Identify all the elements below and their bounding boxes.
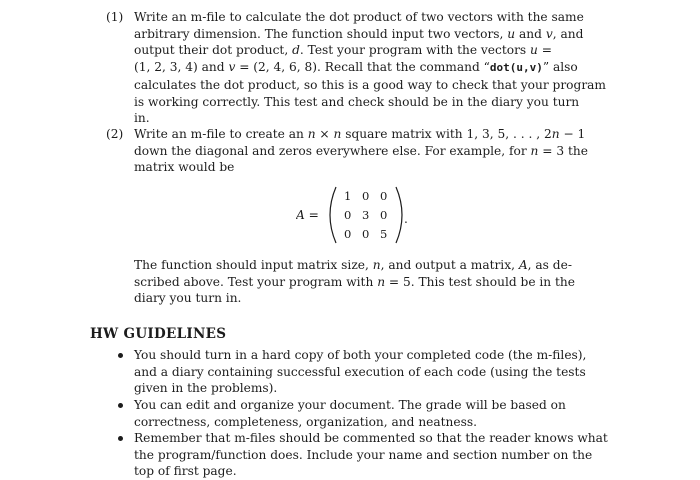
problem-2-line: down the diagonal and zeros everywhere else. For example, for n = 3 the: [134, 143, 588, 158]
problem-1-line: Write an m-file to calculate the dot product of two vectors with the same: [134, 10, 584, 24]
left-paren: [330, 187, 336, 243]
guideline-line: You can edit and organize your document. The grade will be based on: [134, 398, 566, 412]
guideline-line: top of first page.: [134, 464, 237, 479]
matrix-cell: 0: [344, 227, 352, 241]
guideline-line: correctness, completeness, organization, and neatness.: [134, 414, 477, 429]
problem-2-after-line: The function should input matrix size, n, and output a matrix, A, as de-: [134, 258, 572, 272]
matrix-cell: 0: [362, 227, 370, 241]
problem-1: [106, 9, 606, 127]
guidelines-heading: HW GUIDELINES: [90, 326, 227, 342]
matrix-cell: 1: [344, 189, 352, 203]
example-matrix: [296, 185, 416, 245]
problem-2-followup: [134, 257, 584, 307]
guideline-line: Remember that m-files should be commented so that the reader knows what: [134, 431, 608, 445]
matrix-cell: 5: [380, 227, 388, 241]
problem-1-line: is working correctly. This test and check should be in the diary you turn: [134, 94, 580, 109]
problem-1-line: output their dot product, d. Test your program with the vectors u =: [134, 43, 552, 58]
problem-1-line: (1, 2, 3, 4) and v = (2, 4, 6, 8). Recall that the command “dot(u,v)” also: [134, 60, 578, 75]
problem-1-line: in.: [134, 111, 150, 126]
problem-2-number: (2): [106, 127, 124, 141]
matrix-cell: 0: [362, 189, 370, 203]
matrix-cell: 0: [380, 208, 388, 222]
problem-2: [106, 126, 588, 176]
problem-2-line: Write an m-file to create an n × n square matrix with 1, 3, 5, . . . , 2n − 1: [134, 127, 586, 141]
problem-2-after-line: scribed above. Test your program with n = 5. This test should be in the: [134, 274, 575, 289]
guideline-bullet: [118, 430, 608, 480]
problem-2-after-line: diary you turn in.: [134, 291, 242, 306]
matrix-label: A =: [296, 208, 319, 222]
guideline-line: given in the problems).: [134, 381, 278, 396]
problem-1-number: (1): [106, 10, 124, 24]
problem-2-line: matrix would be: [134, 160, 235, 175]
guideline-bullet: [118, 397, 588, 430]
guideline-line: and a diary containing successful execution of each code (using the tests: [134, 364, 586, 379]
matrix-trailing-period: .: [404, 212, 408, 226]
matrix-cell: 3: [362, 208, 370, 222]
guideline-line: the program/function does. Include your name and section number on the: [134, 447, 593, 462]
guideline-line: You should turn in a hard copy of both your completed code (the m-files),: [134, 348, 587, 362]
right-paren: [396, 187, 402, 243]
matrix-cell: 0: [344, 208, 352, 222]
matrix-cell: 0: [380, 189, 388, 203]
problem-1-line: calculates the dot product, so this is a good way to check that your program: [134, 77, 606, 92]
guideline-bullet: [118, 347, 588, 397]
problem-1-line: arbitrary dimension. The function should input two vectors, u and v, and: [134, 26, 584, 41]
